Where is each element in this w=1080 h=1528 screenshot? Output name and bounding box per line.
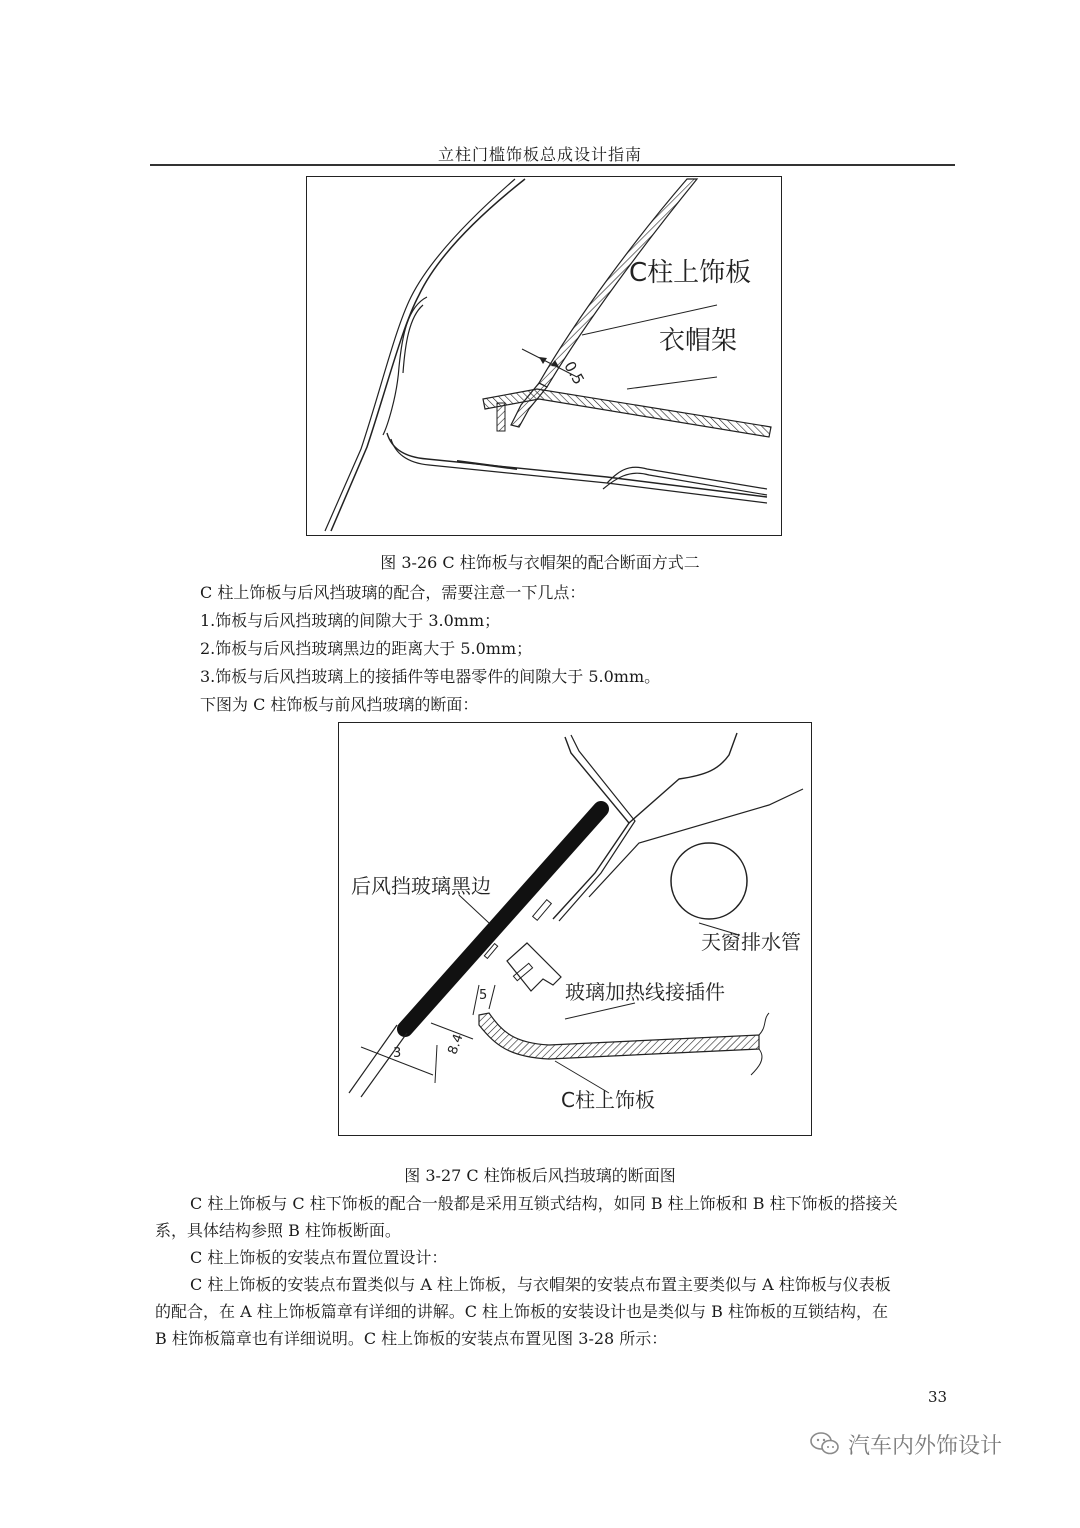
sunroof-drain-pipe: [671, 843, 747, 919]
c-pillar-trim-section: [479, 1013, 759, 1059]
label-dim-8-4: 8.4: [445, 1032, 467, 1057]
paragraph-lead-in: 下图为 C 柱饰板与前风挡玻璃的断面：: [200, 695, 479, 714]
figure-3-27: [338, 722, 812, 1136]
paragraph: 系，具体结构参照 B 柱饰板断面。: [155, 1221, 401, 1240]
header-rule: [150, 164, 955, 166]
wechat-icon: [810, 1431, 840, 1457]
list-item: 3.饰板与后风挡玻璃上的接插件等电器零件的间隙大于 5.0mm。: [200, 667, 661, 686]
list-item: 2.饰板与后风挡玻璃黑边的距离大于 5.0mm；: [200, 639, 533, 658]
paragraph: C 柱上饰板的安装点布置类似与 A 柱上饰板，与衣帽架的安装点布置主要类似与 A 柱饰板与仪表板: [190, 1275, 891, 1294]
paragraph: 的配合，在 A 柱上饰板篇章有详细的讲解。C 柱上饰板的安装设计也是类似与 B 柱饰板的互锁结构，在: [155, 1302, 888, 1321]
watermark-text: 汽车内外饰设计: [848, 1433, 1003, 1459]
page-number: 33: [928, 1388, 948, 1406]
paragraph: C 柱上饰板与 C 柱下饰板的配合一般都是采用互锁式结构，如同 B 柱上饰板和 B 柱下饰板的搭接关: [190, 1194, 898, 1213]
figure-3-26-caption: 图 3-26 C 柱饰板与衣帽架的配合断面方式二: [380, 553, 700, 572]
figure-3-26: [306, 176, 782, 536]
paragraph: C 柱上饰板的安装点布置位置设计：: [190, 1248, 448, 1267]
label-parcel-shelf: 衣帽架: [659, 326, 738, 356]
figure-3-27-drawing: [339, 723, 813, 1137]
label-black-edge: 后风挡玻璃黑边: [351, 874, 491, 898]
label-dim-3: 3: [393, 1046, 402, 1061]
label-dim-5: 5: [479, 988, 488, 1003]
figure-3-26-drawing: [307, 177, 783, 537]
label-drain-pipe: 天窗排水管: [701, 930, 801, 954]
paragraph: B 柱饰板篇章也有详细说明。C 柱上饰板的安装点布置见图 3-28 所示：: [155, 1329, 668, 1348]
paragraph-intro: C 柱上饰板与后风挡玻璃的配合，需要注意一下几点：: [200, 583, 586, 602]
heater-connector-shape: [507, 943, 561, 991]
watermark: [810, 1427, 1002, 1461]
label-dimension-0-5: 0.5: [560, 358, 588, 388]
label-heater-connector: 玻璃加热线接插件: [565, 980, 725, 1004]
figure-3-27-caption: 图 3-27 C 柱饰板后风挡玻璃的断面图: [404, 1166, 676, 1185]
label-c-pillar-upper: C柱上饰板: [561, 1088, 655, 1112]
running-header-title: 立柱门槛饰板总成设计指南: [437, 145, 642, 164]
list-item: 1.饰板与后风挡玻璃的间隙大于 3.0mm；: [200, 611, 501, 630]
label-c-pillar-upper: C柱上饰板: [629, 258, 752, 288]
body-outer-line: [331, 179, 525, 531]
